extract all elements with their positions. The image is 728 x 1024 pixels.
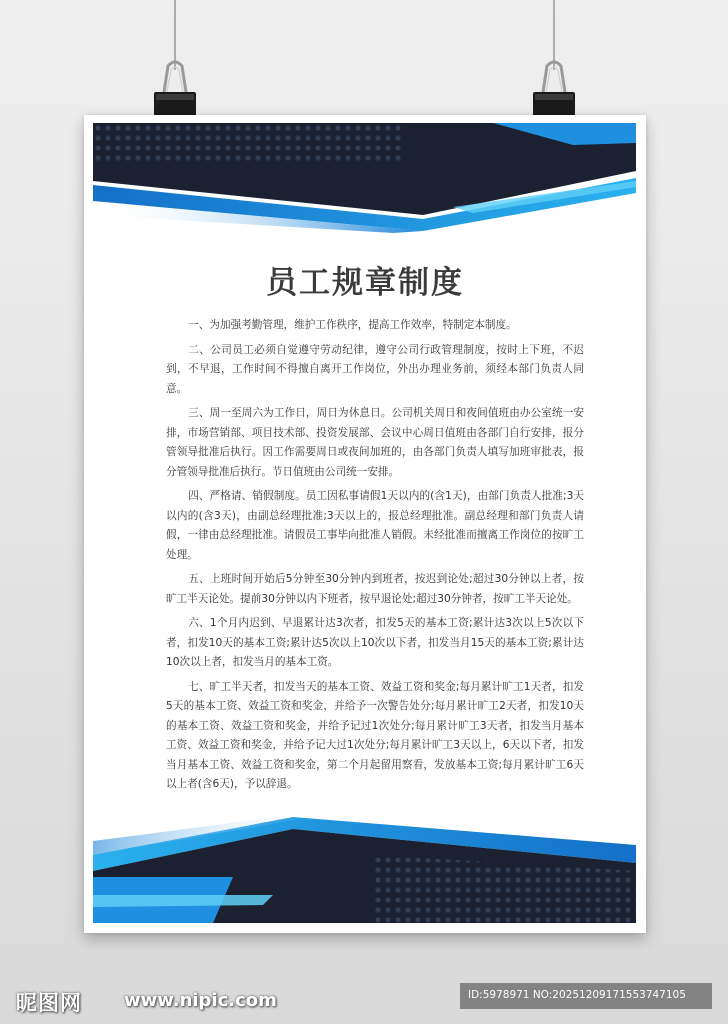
paragraph-7: 七、旷工半天者，扣发当天的基本工资、效益工资和奖金;每月累计旷工1天者，扣发5天的基本工资、效益工资和奖金，并给予一次警告处分;每月累计旷工2天者，扣发10天的基本工资、效益工资和奖金，并给予记过1次处分;每月累计旷工3天者，扣发当月基本工资、效益工资和奖金，并给予记大过1次处分;每月累计旷工3天以上，6天以下者，扣发当月基本工资、效益工资和奖金，第二个月起留用察看，发放基本工资;每月累计旷工6天以上者(含6天)，予以辞退。 (166, 680, 584, 790)
bottom-decoration-banner (93, 815, 636, 923)
watermark-logo: 昵图网 (16, 991, 82, 1015)
document-title: 员工规章制度 (266, 265, 464, 301)
document-body (166, 316, 584, 800)
top-decoration-banner (93, 123, 636, 233)
watermark-site-url: www.nipic.com (124, 990, 277, 1011)
paragraph-2: 二、公司员工必须自觉遵守劳动纪律，遵守公司行政管理制度，按时上下班，不迟到，不早退，工作时间不得擅自离开工作岗位，外出办理业务前，须经本部门负责人同意。 (166, 343, 584, 395)
paragraph-6: 六、1个月内迟到、早退累计达3次者，扣发5天的基本工资;累计达3次以上5次以下者，扣发10天的基本工资;累计达5次以上10次以下者，扣发当月15天的基本工资;累计达10次以上者，扣发当月的基本工资。 (166, 617, 584, 668)
paragraph-4: 四、严格请、销假制度。员工因私事请假1天以内的(含1天)，由部门负责人批准;3天以内的(含3天)，由副总经理批准;3天以上的，报总经理批准。副总经理和部门负责人请假，一律由总经理批准。请假员工事毕向批准人销假。未经批准而擅离工作岗位的按旷工处理。 (166, 490, 584, 561)
paragraph-3: 三、周一至周六为工作日，周日为休息日。公司机关周日和夜间值班由办公室统一安排，市场营销部、项目技术部、投资发展部、会议中心周日值班由各部门自行安排，报分管领导批准后执行。因工作需要周日或夜间加班的，由各部门负责人填写加班审批表，报分管领导批准后执行。节日值班由公司统一安排。 (166, 407, 584, 478)
poster-sheet (84, 115, 646, 933)
binder-clip-icon (150, 56, 200, 122)
watermark-id-text: ID:5978971 NO:20251209171553747105 (468, 989, 686, 1001)
paragraph-1: 一、为加强考勤管理，维护工作秩序，提高工作效率，特制定本制度。 (188, 319, 517, 331)
binder-clip-icon (529, 56, 579, 122)
paragraph-5: 五、上班时间开始后5分钟至30分钟内到班者，按迟到论处;超过30分钟以上者，按旷工半天论处。提前30分钟以内下班者，按早退论处;超过30分钟者，按旷工半天论处。 (166, 573, 584, 605)
